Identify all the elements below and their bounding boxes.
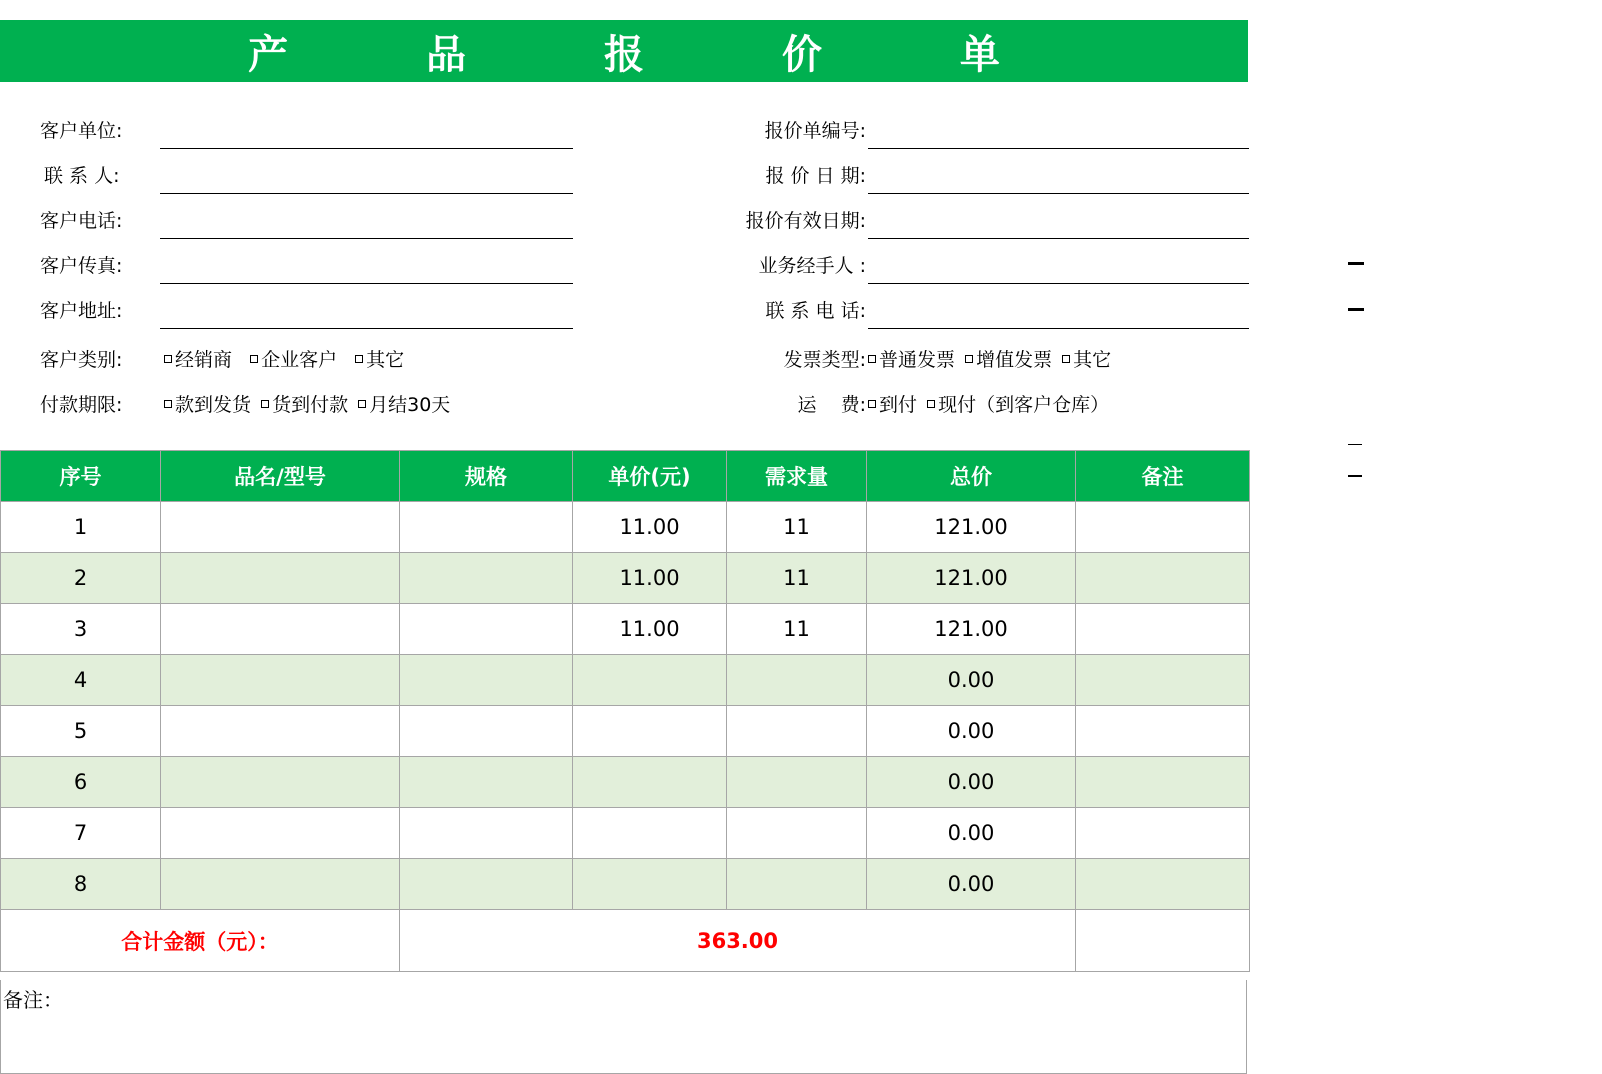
- page-title: 产 品 报 价 单: [248, 31, 1062, 78]
- cell-qty[interactable]: [727, 655, 867, 706]
- cell-no[interactable]: 6: [1, 757, 161, 808]
- total-label-cell: [1, 910, 400, 972]
- table-header-row: [1, 451, 1250, 502]
- header-spec: 规格: [400, 451, 573, 502]
- invoice-option-vat[interactable]: 增值发票: [965, 349, 1052, 371]
- table-row: [1, 706, 1250, 757]
- total-row: [1, 910, 1250, 972]
- cell-note[interactable]: [1076, 859, 1250, 910]
- cell-spec[interactable]: [400, 706, 573, 757]
- invoice-option-normal[interactable]: 普通发票: [868, 349, 955, 371]
- cell-name[interactable]: [161, 502, 400, 553]
- table-row: [1, 757, 1250, 808]
- cell-spec[interactable]: [400, 859, 573, 910]
- cell-qty[interactable]: 11: [727, 502, 867, 553]
- cell-total[interactable]: 121.00: [867, 502, 1076, 553]
- cell-name[interactable]: [161, 808, 400, 859]
- remarks-label: 备注：: [3, 988, 63, 1012]
- cell-price[interactable]: [573, 808, 727, 859]
- quote-number-field[interactable]: [868, 148, 1249, 149]
- cell-no[interactable]: 3: [1, 604, 161, 655]
- checkbox-icon: [927, 400, 935, 408]
- contact-phone-label: 联 系 电 话:: [765, 300, 866, 322]
- invoice-type-label: 发票类型:: [783, 349, 866, 371]
- customer-address-label: 客户地址:: [40, 300, 123, 322]
- cell-qty[interactable]: [727, 757, 867, 808]
- table-row: [1, 808, 1250, 859]
- table-row: [1, 604, 1250, 655]
- customer-type-option-enterprise[interactable]: 企业客户: [250, 349, 337, 371]
- cell-qty[interactable]: 11: [727, 553, 867, 604]
- decorative-dash: [1348, 444, 1362, 445]
- cell-total[interactable]: 0.00: [867, 655, 1076, 706]
- sales-agent-label: 业务经手人 :: [758, 255, 866, 277]
- total-note-cell[interactable]: [1076, 910, 1250, 972]
- payment-option-cod[interactable]: 货到付款: [261, 394, 348, 416]
- table-row: [1, 859, 1250, 910]
- cell-price[interactable]: [573, 859, 727, 910]
- shipping-option-collect[interactable]: 到付: [868, 394, 917, 416]
- header-qty: 需求量: [727, 451, 867, 502]
- shipping-label: 运 费:: [797, 394, 866, 416]
- total-label: 合计金额（元）：: [121, 929, 279, 954]
- header-total: 总价: [867, 451, 1076, 502]
- invoice-option-other[interactable]: 其它: [1062, 349, 1111, 371]
- customer-address-field[interactable]: [160, 328, 573, 329]
- cell-no[interactable]: 4: [1, 655, 161, 706]
- cell-name[interactable]: [161, 757, 400, 808]
- sales-agent-field[interactable]: [868, 283, 1249, 284]
- header-no: 序号: [1, 451, 161, 502]
- quote-valid-date-label: 报价有效日期:: [745, 210, 866, 232]
- cell-name[interactable]: [161, 859, 400, 910]
- payment-option-prepay[interactable]: 款到发货: [164, 394, 251, 416]
- cell-spec[interactable]: [400, 502, 573, 553]
- cell-note[interactable]: [1076, 502, 1250, 553]
- customer-type-label: 客户类别:: [40, 349, 123, 371]
- total-value: 363.00: [696, 928, 779, 953]
- customer-type-option-dealer[interactable]: 经销商: [164, 349, 232, 371]
- cell-price[interactable]: [573, 655, 727, 706]
- customer-unit-label: 客户单位:: [40, 120, 123, 142]
- cell-note[interactable]: [1076, 553, 1250, 604]
- cell-total[interactable]: 121.00: [867, 604, 1076, 655]
- cell-name[interactable]: [161, 553, 400, 604]
- customer-phone-label: 客户电话:: [40, 210, 123, 232]
- quote-number-label: 报价单编号:: [764, 120, 866, 142]
- cell-total[interactable]: 0.00: [867, 859, 1076, 910]
- decorative-dash: [1348, 475, 1362, 477]
- quote-date-field[interactable]: [868, 193, 1249, 194]
- table-row: [1, 553, 1250, 604]
- header-name: 品名/型号: [161, 451, 400, 502]
- checkbox-icon: [868, 400, 876, 408]
- table-row: [1, 502, 1250, 553]
- cell-price[interactable]: 11.00: [573, 604, 727, 655]
- invoice-type-options: [868, 345, 1111, 372]
- decorative-dash: [1348, 308, 1364, 311]
- cell-no[interactable]: 5: [1, 706, 161, 757]
- checkbox-icon: [868, 355, 876, 363]
- payment-terms-label: 付款期限:: [40, 394, 123, 416]
- cell-price[interactable]: 11.00: [573, 502, 727, 553]
- remarks-area[interactable]: [0, 980, 1247, 1074]
- decorative-dash: [1348, 262, 1364, 265]
- cell-note[interactable]: [1076, 757, 1250, 808]
- cell-no[interactable]: 8: [1, 859, 161, 910]
- quote-date-label: 报 价 日 期:: [765, 165, 866, 187]
- customer-phone-field[interactable]: [160, 238, 573, 239]
- customer-fax-label: 客户传真:: [40, 255, 123, 277]
- quote-valid-date-field[interactable]: [868, 238, 1249, 239]
- cell-note[interactable]: [1076, 808, 1250, 859]
- cell-total[interactable]: 0.00: [867, 757, 1076, 808]
- cell-spec[interactable]: [400, 604, 573, 655]
- total-value-cell[interactable]: [400, 910, 1076, 972]
- cell-no[interactable]: 1: [1, 502, 161, 553]
- shipping-option-prepaid[interactable]: 现付（到客户仓库）: [927, 394, 1109, 416]
- checkbox-icon: [965, 355, 973, 363]
- cell-total[interactable]: 0.00: [867, 706, 1076, 757]
- contact-person-label: 联 系 人:: [44, 165, 120, 187]
- cell-price[interactable]: [573, 706, 727, 757]
- shipping-options: [868, 390, 1109, 417]
- cell-spec[interactable]: [400, 553, 573, 604]
- customer-type-option-other[interactable]: 其它: [355, 349, 404, 371]
- cell-note[interactable]: [1076, 655, 1250, 706]
- cell-spec[interactable]: [400, 808, 573, 859]
- cell-name[interactable]: [161, 655, 400, 706]
- table-row: [1, 655, 1250, 706]
- title-bar: [0, 20, 1248, 82]
- cell-note[interactable]: [1076, 604, 1250, 655]
- payment-option-monthly[interactable]: 月结30天: [358, 394, 450, 416]
- quote-table: [0, 450, 1250, 972]
- customer-fax-field[interactable]: [160, 283, 573, 284]
- cell-spec[interactable]: [400, 757, 573, 808]
- cell-price[interactable]: [573, 757, 727, 808]
- cell-no[interactable]: 7: [1, 808, 161, 859]
- contact-phone-field[interactable]: [868, 328, 1249, 329]
- contact-person-field[interactable]: [160, 193, 573, 194]
- header-price: 单价(元): [573, 451, 727, 502]
- cell-note[interactable]: [1076, 706, 1250, 757]
- cell-no[interactable]: 2: [1, 553, 161, 604]
- cell-name[interactable]: [161, 706, 400, 757]
- cell-qty[interactable]: [727, 859, 867, 910]
- cell-total[interactable]: 0.00: [867, 808, 1076, 859]
- cell-name[interactable]: [161, 604, 400, 655]
- cell-qty[interactable]: [727, 808, 867, 859]
- checkbox-icon: [1062, 355, 1070, 363]
- header-note: 备注: [1076, 451, 1250, 502]
- cell-total[interactable]: 121.00: [867, 553, 1076, 604]
- customer-unit-field[interactable]: [160, 148, 573, 149]
- cell-qty[interactable]: [727, 706, 867, 757]
- cell-qty[interactable]: 11: [727, 604, 867, 655]
- cell-price[interactable]: 11.00: [573, 553, 727, 604]
- cell-spec[interactable]: [400, 655, 573, 706]
